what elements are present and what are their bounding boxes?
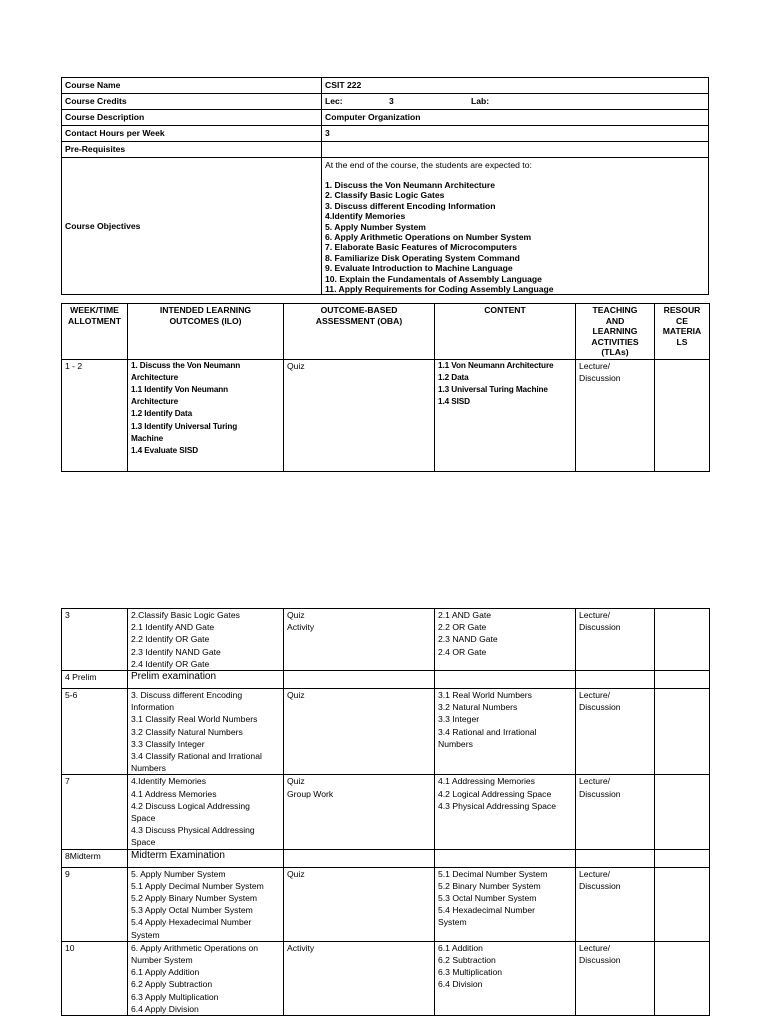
content-line: 1.4 SISD xyxy=(438,397,470,407)
objective-item: 10. Explain the Fundamentals of Assembly Language xyxy=(325,273,542,284)
week-cell: 5-6 xyxy=(62,689,128,775)
objective-item: 8. Familiarize Disk Operating System Command xyxy=(325,252,520,263)
resources-cell xyxy=(655,689,710,775)
tla-cell xyxy=(576,671,655,689)
ilo-line: 3.1 Classify Real World Numbers xyxy=(131,714,258,725)
content-line: Numbers xyxy=(438,738,473,749)
ilo-line: 1.4 Evaluate SISD xyxy=(131,445,199,455)
oba-line: Quiz xyxy=(287,360,305,371)
ilo-line: 5.1 Apply Decimal Number System xyxy=(131,880,264,891)
ilo-line: Architecture xyxy=(131,397,179,407)
content-line: 5.2 Binary Number System xyxy=(438,880,541,891)
tla-cell xyxy=(576,775,655,849)
header-line: RESOUR xyxy=(663,305,701,315)
plan-row xyxy=(62,359,710,471)
oba-cell xyxy=(284,775,435,849)
learning-plan-table-continued xyxy=(61,608,710,1016)
header-line: INTENDED LEARNING xyxy=(159,305,252,315)
tla-line: Lecture/ xyxy=(579,360,611,371)
header-line: MATERIA xyxy=(662,326,702,336)
header-oba xyxy=(284,304,435,360)
course-description-value: Computer Organization xyxy=(322,110,709,126)
oba-line: Quiz xyxy=(287,690,305,701)
resources-cell xyxy=(655,671,710,689)
ilo-line: 2.Classify Basic Logic Gates xyxy=(131,610,240,620)
tla-line: Lecture/ xyxy=(579,942,611,953)
ilo-line: 4.2 Discuss Logical Addressing xyxy=(131,800,250,811)
course-name-label: Course Name xyxy=(62,78,322,94)
prerequisites-label: Pre-Requisites xyxy=(62,142,322,158)
content-cell xyxy=(435,867,576,941)
header-line: CONTENT xyxy=(484,305,526,315)
header-line: (TLAs) xyxy=(601,347,629,357)
ilo-cell xyxy=(128,941,284,1015)
ilo-line: 4.1 Address Memories xyxy=(131,788,217,799)
objectives-list xyxy=(325,180,705,294)
resources-cell xyxy=(655,941,710,1015)
resources-cell xyxy=(655,609,710,671)
ilo-line: Space xyxy=(131,837,156,848)
ilo-cell xyxy=(128,689,284,775)
content-line: 6.1 Addition xyxy=(438,942,483,953)
oba-line: Quiz xyxy=(287,610,305,620)
plan-body-first-page xyxy=(62,359,710,471)
content-line: 5.3 Octal Number System xyxy=(438,893,537,904)
header-line: ACTIVITIES xyxy=(591,336,639,347)
ilo-line: 1.3 Identify Universal Turing xyxy=(131,421,238,431)
course-credits-label: Course Credits xyxy=(62,94,322,110)
content-cell xyxy=(435,689,576,775)
ilo-line: 4.3 Discuss Physical Addressing xyxy=(131,825,255,836)
course-description-row xyxy=(62,110,709,126)
ilo-line: 6.2 Apply Subtraction xyxy=(131,979,213,990)
week-cell: 7 xyxy=(62,775,128,849)
ilo-line: 6.4 Apply Division xyxy=(131,1003,199,1014)
resources-cell xyxy=(655,867,710,941)
ilo-line: 3. Discuss different Encoding xyxy=(131,690,243,701)
ilo-line: System xyxy=(131,929,160,940)
content-cell xyxy=(435,775,576,849)
header-tla xyxy=(576,304,655,360)
tla-line: Lecture/ xyxy=(579,868,611,879)
objective-item: 1. Discuss the Von Neumann Architecture xyxy=(325,180,496,190)
content-line: 6.4 Division xyxy=(438,979,483,990)
ilo-line: Midterm Examination xyxy=(131,849,225,861)
header-line: LS xyxy=(676,336,688,347)
oba-cell xyxy=(284,849,435,867)
header-line: AND xyxy=(605,315,625,326)
objectives-value xyxy=(322,158,709,295)
lec-value: 3 xyxy=(389,96,394,106)
oba-cell xyxy=(284,609,435,671)
plan-row xyxy=(62,609,710,671)
ilo-line: 5.2 Apply Binary Number System xyxy=(131,893,258,904)
oba-cell xyxy=(284,671,435,689)
ilo-line: 3.4 Classify Rational and Irrational xyxy=(131,751,262,762)
content-line: 1.1 Von Neumann Architecture xyxy=(438,360,554,370)
oba-cell xyxy=(284,941,435,1015)
ilo-line: Information xyxy=(131,702,174,713)
content-line: 1.3 Universal Turing Machine xyxy=(438,384,548,394)
week-cell: 1 - 2 xyxy=(62,359,128,471)
oba-line: Activity xyxy=(287,622,315,633)
ilo-line: 4.Identify Memories xyxy=(131,776,206,787)
ilo-line: Numbers xyxy=(131,763,166,774)
tla-cell xyxy=(576,867,655,941)
content-line: 3.3 Integer xyxy=(438,714,480,725)
ilo-cell xyxy=(128,775,284,849)
oba-cell xyxy=(284,867,435,941)
content-line: 6.2 Subtraction xyxy=(438,955,496,966)
content-line: 6.3 Multiplication xyxy=(438,967,503,978)
header-line: ASSESSMENT (OBA) xyxy=(315,315,403,326)
course-credits-value xyxy=(322,94,709,110)
plan-row xyxy=(62,867,710,941)
tla-line: Discussion xyxy=(579,372,621,383)
ilo-cell xyxy=(128,359,284,471)
objectives-row xyxy=(62,158,709,295)
objective-item: 5. Apply Number System xyxy=(325,221,426,232)
content-line: System xyxy=(438,917,467,928)
ilo-line: 2.2 Identify OR Gate xyxy=(131,634,210,645)
course-info-table xyxy=(61,77,709,295)
exam-row xyxy=(62,671,710,689)
tla-cell xyxy=(576,689,655,775)
lec-label: Lec: xyxy=(325,96,343,106)
tla-line: Discussion xyxy=(579,702,621,713)
prerequisites-value xyxy=(322,142,709,158)
objective-item: 7. Elaborate Basic Features of Microcomputers xyxy=(325,242,517,253)
tla-line: Discussion xyxy=(579,788,621,799)
tla-cell xyxy=(576,849,655,867)
resources-cell xyxy=(655,775,710,849)
week-cell: 3 xyxy=(62,609,128,671)
ilo-line: 5.3 Apply Octal Number System xyxy=(131,905,253,916)
course-name-row xyxy=(62,78,709,94)
content-line: 1.2 Data xyxy=(438,372,469,382)
oba-line: Activity xyxy=(287,942,315,953)
content-line: 5.4 Hexadecimal Number xyxy=(438,905,535,916)
content-line: 4.1 Addressing Memories xyxy=(438,776,535,787)
ilo-line: 3.3 Classify Integer xyxy=(131,738,205,749)
header-line: LEARNING xyxy=(592,326,638,336)
objective-item: 9. Evaluate Introduction to Machine Language xyxy=(325,263,513,274)
ilo-line: 2.1 Identify AND Gate xyxy=(131,622,215,633)
resources-cell xyxy=(655,359,710,471)
plan-row xyxy=(62,941,710,1015)
objective-item: 2. Classify Basic Logic Gates xyxy=(325,190,445,201)
header-line: OUTCOMES (ILO) xyxy=(169,315,242,326)
exam-row xyxy=(62,849,710,867)
content-cell xyxy=(435,609,576,671)
ilo-line: 2.3 Identify NAND Gate xyxy=(131,646,221,657)
content-line: 3.2 Natural Numbers xyxy=(438,702,518,713)
content-line: 5.1 Decimal Number System xyxy=(438,868,548,879)
header-ilo xyxy=(128,304,284,360)
ilo-line: 6.3 Apply Multiplication xyxy=(131,991,219,1002)
ilo-line: Architecture xyxy=(131,372,179,382)
plan-row xyxy=(62,689,710,775)
ilo-line: 1.1 Identify Von Neumann xyxy=(131,384,229,394)
ilo-line: 6. Apply Arithmetic Operations on xyxy=(131,942,259,953)
header-week xyxy=(62,304,128,360)
content-line: 2.4 OR Gate xyxy=(438,646,487,657)
tla-cell xyxy=(576,609,655,671)
learning-plan-table-header-part xyxy=(61,303,710,472)
content-cell xyxy=(435,359,576,471)
week-cell: 10 xyxy=(62,941,128,1015)
tla-line: Discussion xyxy=(579,622,621,633)
week-cell: 9 xyxy=(62,867,128,941)
ilo-line: Machine xyxy=(131,433,164,443)
ilo-line: 3.2 Classify Natural Numbers xyxy=(131,726,243,737)
course-name-value: CSIT 222 xyxy=(322,78,709,94)
content-cell xyxy=(435,849,576,867)
objective-item: 3. Discuss different Encoding Information xyxy=(325,200,496,211)
tla-cell xyxy=(576,941,655,1015)
content-line: 4.2 Logical Addressing Space xyxy=(438,788,552,799)
course-credits-row xyxy=(62,94,709,110)
ilo-line: Prelim examination xyxy=(131,671,217,683)
ilo-line: 5. Apply Number System xyxy=(131,868,226,879)
header-line: OUTCOME-BASED xyxy=(320,305,398,315)
content-cell xyxy=(435,941,576,1015)
header-line: ALLOTMENT xyxy=(68,315,121,326)
tla-line: Discussion xyxy=(579,955,621,966)
contact-hours-row xyxy=(62,126,709,142)
oba-line: Group Work xyxy=(287,788,334,799)
content-line: 3.1 Real World Numbers xyxy=(438,690,532,701)
ilo-line: 2.4 Identify OR Gate xyxy=(131,658,210,669)
objectives-intro: At the end of the course, the students are expected to: xyxy=(325,160,532,170)
oba-line: Quiz xyxy=(287,868,305,879)
ilo-cell xyxy=(128,671,284,689)
tla-line: Lecture/ xyxy=(579,610,611,620)
contact-hours-label: Contact Hours per Week xyxy=(62,126,322,142)
ilo-cell xyxy=(128,609,284,671)
objective-item: 6. Apply Arithmetic Operations on Number System xyxy=(325,232,532,243)
objective-item: 4.Identify Memories xyxy=(325,211,406,222)
content-cell xyxy=(435,671,576,689)
course-description-label: Course Description xyxy=(62,110,322,126)
content-line: 2.1 AND Gate xyxy=(438,610,492,620)
oba-cell xyxy=(284,359,435,471)
tla-cell xyxy=(576,359,655,471)
header-line: TEACHING xyxy=(592,305,638,315)
objective-item: 11. Apply Requirements for Coding Assembly Language xyxy=(325,284,554,295)
week-cell: 4 Prelim xyxy=(62,671,128,689)
ilo-line: 6.1 Apply Addition xyxy=(131,967,200,978)
content-line: 3.4 Rational and Irrational xyxy=(438,726,537,737)
ilo-line: Space xyxy=(131,813,156,824)
header-resources xyxy=(655,304,710,360)
tla-line: Lecture/ xyxy=(579,690,611,701)
header-line: WEEK/TIME xyxy=(70,305,119,315)
ilo-line: 1.2 Identify Data xyxy=(131,409,193,419)
resources-cell xyxy=(655,849,710,867)
ilo-line: 5.4 Apply Hexadecimal Number xyxy=(131,917,252,928)
ilo-cell xyxy=(128,849,284,867)
content-line: 2.3 NAND Gate xyxy=(438,634,498,645)
ilo-line: Number System xyxy=(131,955,193,966)
tla-line: Discussion xyxy=(579,880,621,891)
lab-label: Lab: xyxy=(471,96,490,106)
header-line: CE xyxy=(676,315,688,326)
plan-body-second-page xyxy=(62,609,710,1016)
tla-line: Lecture/ xyxy=(579,776,611,787)
prerequisites-row xyxy=(62,142,709,158)
objectives-label: Course Objectives xyxy=(62,158,322,295)
ilo-line: 1. Discuss the Von Neumann xyxy=(131,360,241,370)
header-content xyxy=(435,304,576,360)
plan-header-row xyxy=(62,304,710,360)
week-cell: 8Midterm xyxy=(62,849,128,867)
content-line: 4.3 Physical Addressing Space xyxy=(438,800,556,811)
contact-hours-value: 3 xyxy=(322,126,709,142)
oba-line: Quiz xyxy=(287,776,305,787)
oba-cell xyxy=(284,689,435,775)
content-line: 2.2 OR Gate xyxy=(438,622,487,633)
ilo-cell xyxy=(128,867,284,941)
plan-row xyxy=(62,775,710,849)
